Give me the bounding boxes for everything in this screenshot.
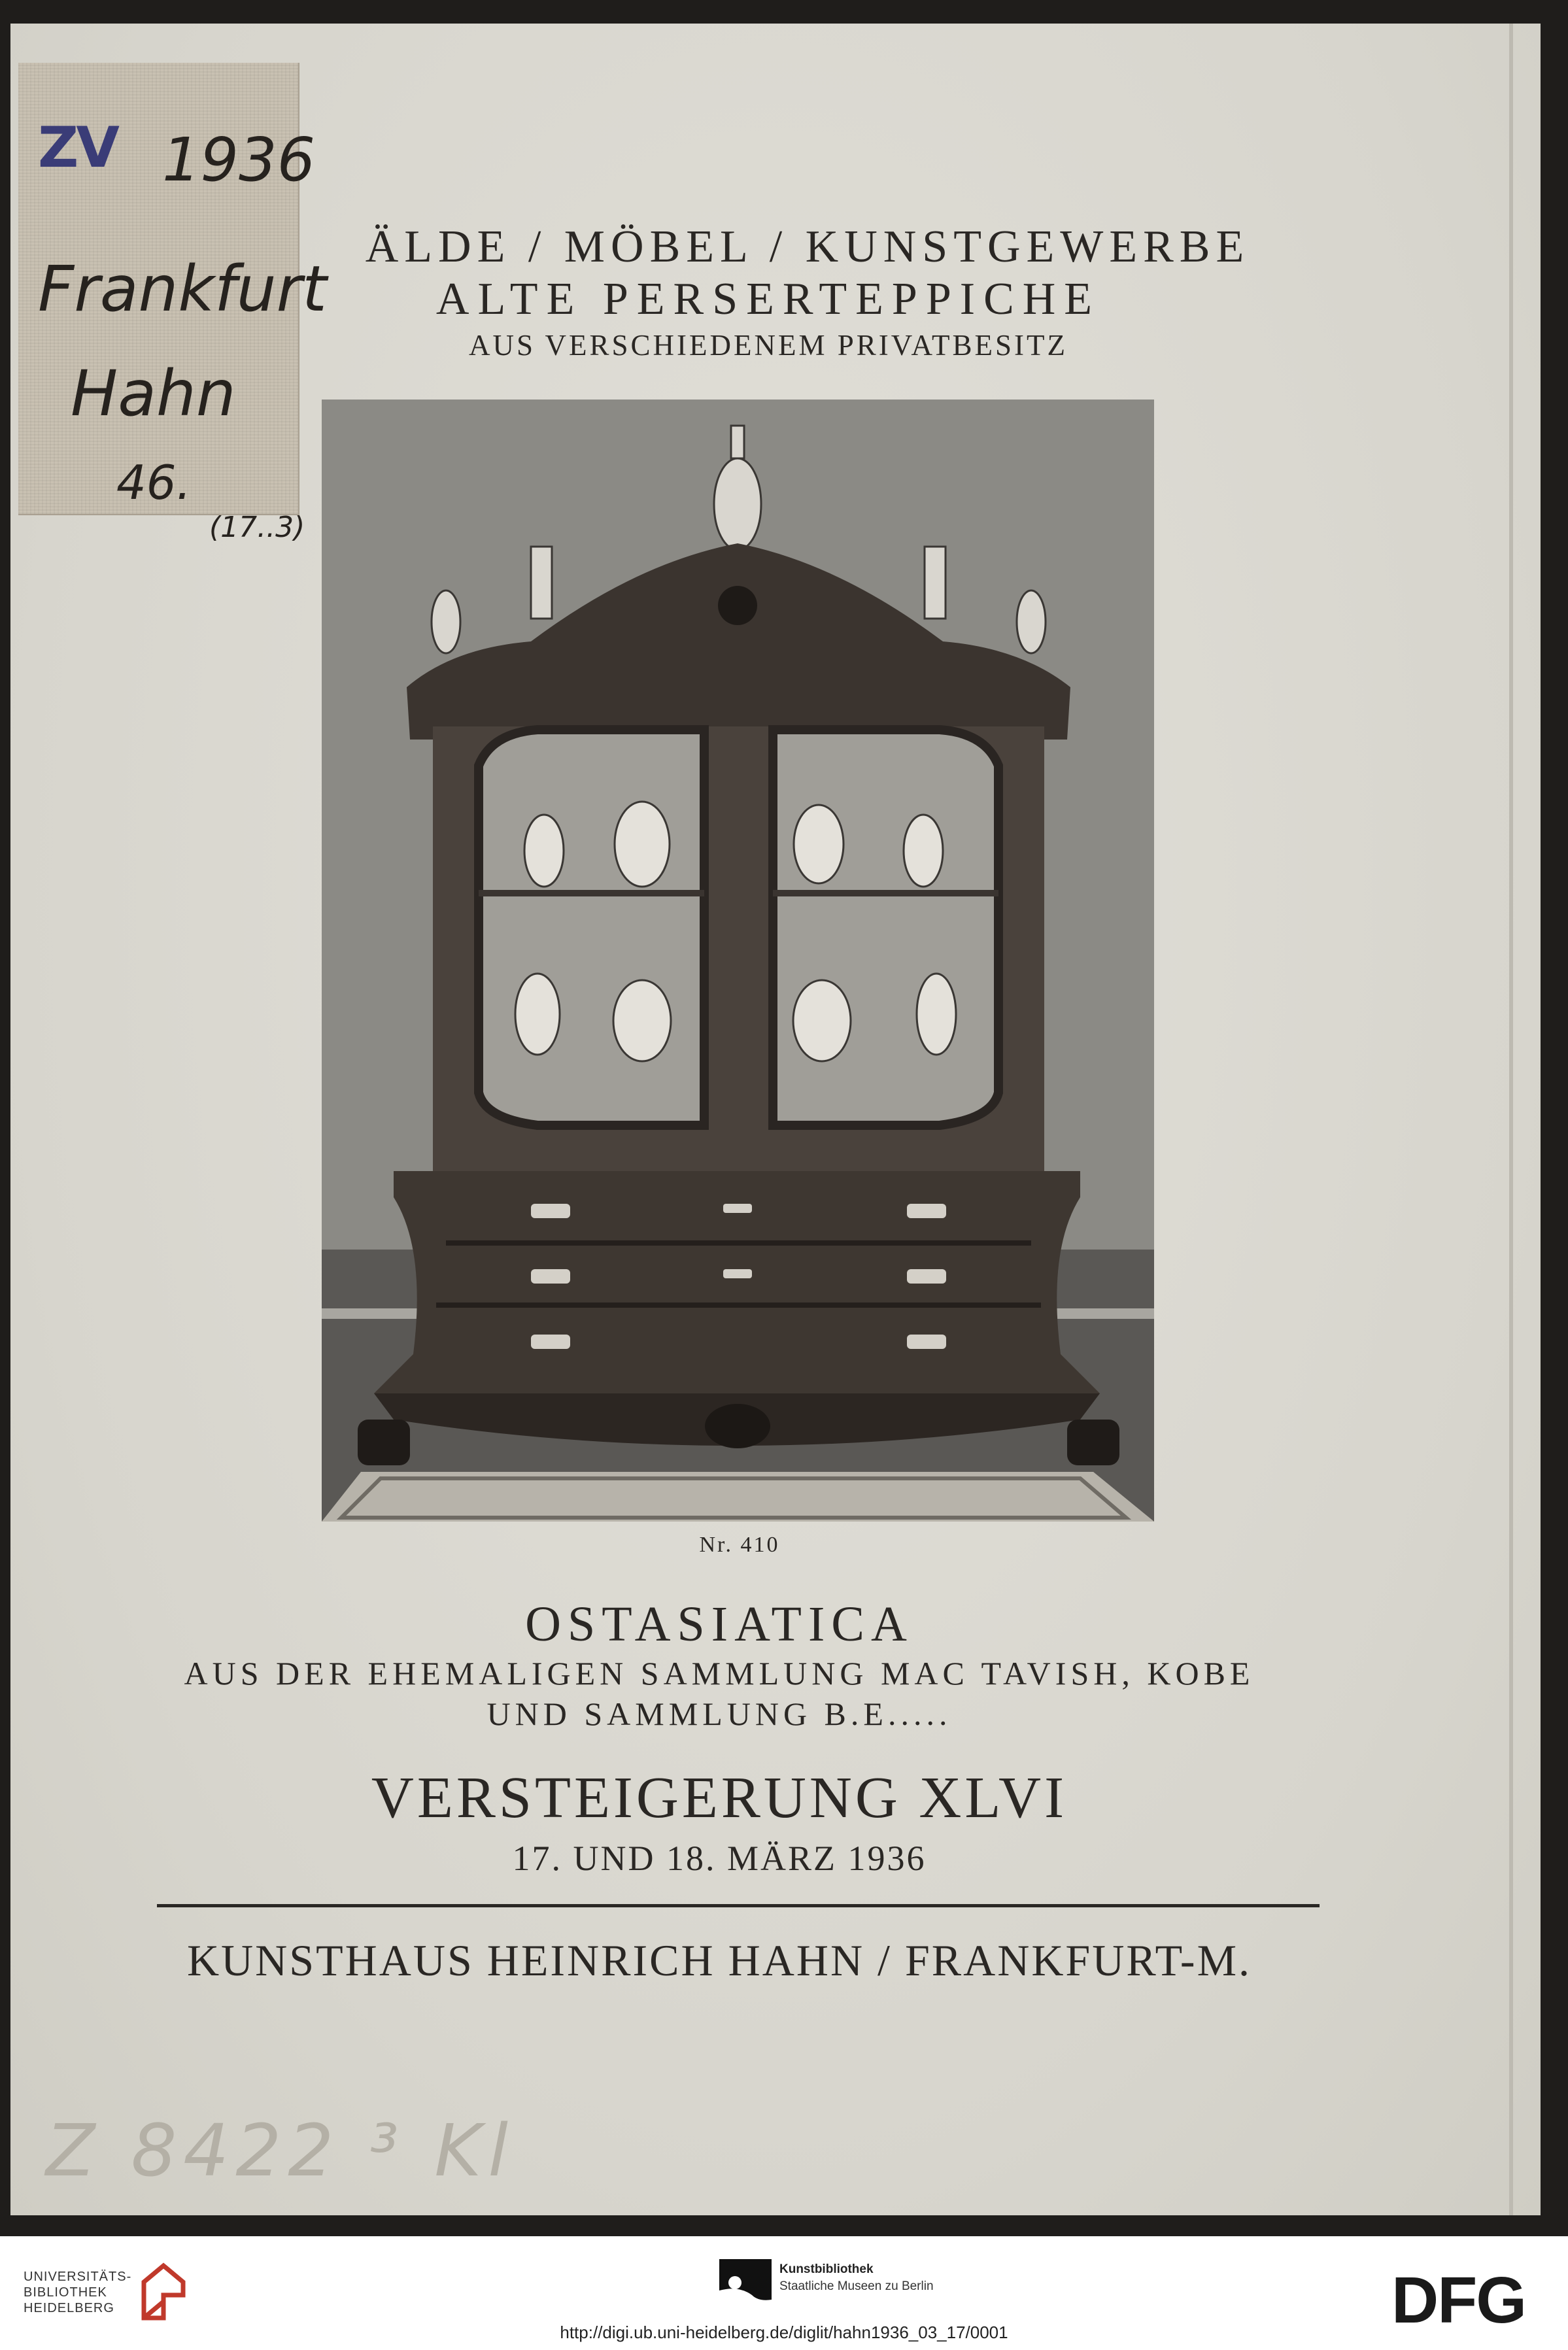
source-url: http://digi.ub.uni-heidelberg.de/diglit/hahn1936_03_17/0001	[560, 2323, 1008, 2342]
label-date: (17..3)	[209, 511, 305, 544]
label-stamp: ZV	[38, 115, 117, 180]
title-line-2: ALTE PERSERTEPPICHE	[435, 274, 1101, 324]
photo-caption: Nr. 410	[699, 1533, 780, 1557]
auction-dates: 17. UND 18. MÄRZ 1936	[512, 1839, 927, 1878]
ub-heidelberg-text	[24, 2269, 131, 2316]
ub-heidelberg-logo-icon	[137, 2262, 190, 2321]
ub-line-3: HEIDELBERG	[24, 2301, 114, 2315]
publisher-name: KUNSTHAUS HEINRICH HAHN / FRANKFURT-M.	[186, 1935, 1252, 1985]
cover-edge	[1509, 24, 1513, 2215]
ostasiatica-subtitle-1: AUS DER EHEMALIGEN SAMMLUNG MAC TAVISH, KOBE	[184, 1655, 1255, 1692]
divider-rule	[157, 1904, 1320, 1907]
label-year: 1936	[162, 125, 316, 195]
ub-line-1: UNIVERSITÄTS-	[24, 2270, 132, 2284]
label-name: Hahn	[71, 357, 236, 430]
auction-title: VERSTEIGERUNG XLVI	[371, 1765, 1068, 1830]
label-city: Frankfurt	[38, 252, 327, 326]
kunstbibliothek-subtitle: Staatliche Museen zu Berlin	[779, 2279, 934, 2293]
dfg-logo: DFG	[1391, 2264, 1526, 2337]
label-number: 46.	[116, 455, 192, 510]
title-line-1: ÄLDE / MÖBEL / KUNSTGEWERBE	[365, 222, 1250, 272]
pencil-shelfmark: Z 8422 ³ Kl	[46, 2109, 515, 2192]
kunstbibliothek-logo-icon	[719, 2259, 772, 2311]
ub-line-2: BIBLIOTHEK	[24, 2285, 107, 2300]
cabinet-illustration	[322, 400, 1154, 1522]
title-line-3: AUS VERSCHIEDENEM PRIVATBESITZ	[469, 329, 1068, 362]
cabinet-photo	[322, 400, 1154, 1522]
kunstbibliothek-title: Kunstbibliothek	[779, 2262, 874, 2276]
ostasiatica-heading: OSTASIATICA	[525, 1597, 913, 1652]
ostasiatica-subtitle-2: UND SAMMLUNG B.E.....	[486, 1695, 952, 1732]
cover-title	[275, 221, 1340, 365]
